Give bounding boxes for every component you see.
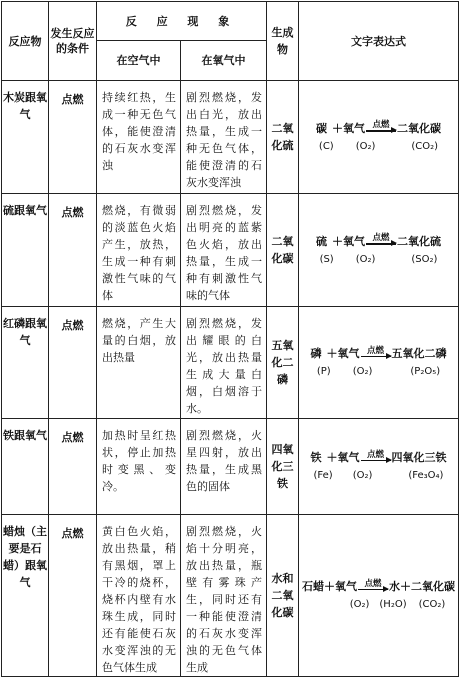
word-equation <box>302 120 455 137</box>
header-condition: 发生反应的条件 <box>49 2 97 81</box>
product-cell: 五氧化二磷 <box>267 307 299 419</box>
formula-3: (P₂O₅) <box>410 366 441 377</box>
oxygen-phenomenon-cell: 剧烈燃烧，火焰十分明亮，放出热量，瓶壁有雾珠产生，同时还有一种能使澄清的石灰水变浑浊的无色气体生成 <box>181 515 267 677</box>
eq-reactant-1: 石蜡 <box>302 580 324 593</box>
eq-reactant-2: 氧气 <box>337 347 360 360</box>
reactant-cell: 木炭跟氧气 <box>2 81 49 194</box>
header-phenomenon: 反 应 现 象 <box>97 2 267 41</box>
eq-plus: ＋ <box>326 451 338 464</box>
arrow-condition: 点燃 <box>372 233 390 244</box>
eq-plus: ＋ <box>400 580 411 593</box>
arrow-condition: 点燃 <box>364 578 382 589</box>
eq-reactant-2: 氧气 <box>343 234 365 248</box>
formula-1: (S) <box>319 253 334 265</box>
eq-reactant-2: 氧气 <box>343 121 365 135</box>
formula-1: (Fe) <box>313 470 333 481</box>
air-phenomenon-cell: 燃烧，有微弱的淡蓝色火焰产生，放热，生成一种有刺激性气味的气体 <box>97 194 181 307</box>
eq-product-1: 二氧化硫 <box>397 234 441 248</box>
reaction-arrow-icon <box>358 580 388 595</box>
formula-line <box>302 467 455 484</box>
condition-cell: 点燃 <box>49 81 97 194</box>
eq-plus: ＋ <box>324 580 335 593</box>
arrow-condition: 点燃 <box>372 120 390 131</box>
condition-cell: 点燃 <box>49 194 97 307</box>
header-in-air: 在空气中 <box>97 41 181 81</box>
eq-reactant-2: 氧气 <box>337 451 360 464</box>
formula-2: (O₂) <box>352 366 373 377</box>
air-phenomenon-cell: 加热时呈红热状，停止加热时变黑、变冷。 <box>97 419 181 515</box>
reaction-arrow-icon <box>366 234 396 249</box>
equation-cell <box>299 307 459 419</box>
equation-cell <box>299 515 459 677</box>
eq-reactant-1: 磷 <box>310 347 322 360</box>
word-equation <box>302 449 455 466</box>
table-row <box>2 515 459 677</box>
formula-2: (O₂) <box>352 470 373 481</box>
eq-reactant-1: 铁 <box>310 451 322 464</box>
formula-3: (SO₂) <box>411 253 438 265</box>
product-cell: 二氧化硫 <box>267 81 299 194</box>
reactant-cell: 硫跟氧气 <box>2 194 49 307</box>
formula-3: (CO₂) <box>411 140 439 152</box>
arrow-condition: 点燃 <box>366 345 384 356</box>
formula-3: (H₂O) <box>379 599 407 610</box>
reaction-arrow-icon <box>361 451 391 466</box>
eq-plus: ＋ <box>332 121 343 135</box>
formula-line <box>302 251 455 268</box>
reaction-arrow-icon <box>361 347 391 362</box>
oxygen-phenomenon-cell: 剧烈燃烧，火星四射，放出热量，生成黑色的固体 <box>181 419 267 515</box>
word-equation <box>302 233 455 250</box>
header-in-oxygen: 在氧气中 <box>181 41 267 81</box>
table-row <box>2 81 459 194</box>
header-equation: 文字表达式 <box>299 2 459 81</box>
table-row <box>2 307 459 419</box>
header-reactant: 反应物 <box>2 2 49 81</box>
eq-product-1: 四氧化三铁 <box>391 451 447 464</box>
product-cell: 二氧化碳 <box>267 194 299 307</box>
condition-cell: 点燃 <box>49 307 97 419</box>
product-cell: 水和二氧化碳 <box>267 515 299 677</box>
reactant-cell: 蜡烛（主要是石蜡）跟氧气 <box>2 515 49 677</box>
equation-cell <box>299 81 459 194</box>
formula-1: (C) <box>318 140 334 152</box>
oxygen-phenomenon-cell: 剧烈燃烧，发出明亮的蓝紫色火焰，放出热量，生成一种有刺激性气味的气体 <box>181 194 267 307</box>
reactant-cell: 铁跟氧气 <box>2 419 49 515</box>
table-row <box>2 194 459 307</box>
formula-line <box>302 596 455 613</box>
eq-product-2: 二氧化碳 <box>411 580 455 593</box>
formula-2: (O₂) <box>355 253 376 265</box>
eq-reactant-1: 硫 <box>316 234 327 248</box>
reaction-arrow-icon <box>366 121 396 136</box>
header-row <box>2 2 459 41</box>
formula-2: (O₂) <box>355 140 376 152</box>
air-phenomenon-cell: 燃烧，产生大量的白烟，放出热量 <box>97 307 181 419</box>
eq-product-1: 五氧化二磷 <box>391 347 447 360</box>
oxygen-phenomenon-cell: 剧烈燃烧，发出耀眼的白光，放出热量生成大量白烟，白烟溶于水。 <box>181 307 267 419</box>
eq-plus: ＋ <box>332 234 343 248</box>
formula-1: (P) <box>316 366 331 377</box>
arrow-condition: 点燃 <box>366 449 384 460</box>
condition-cell: 点燃 <box>49 515 97 677</box>
word-equation <box>302 345 455 362</box>
formula-4: (CO₂) <box>418 599 446 610</box>
formula-line <box>302 138 455 155</box>
air-phenomenon-cell: 持续红热，生成一种无色气体，能使澄清的石灰水变浑浊 <box>97 81 181 194</box>
eq-product-1: 水 <box>389 580 400 593</box>
equation-cell <box>299 419 459 515</box>
table-row <box>2 419 459 515</box>
formula-2: (O₂) <box>349 599 370 610</box>
reaction-table <box>1 1 459 677</box>
air-phenomenon-cell: 黄白色火焰，放出热量，稍有黑烟，罩上干冷的烧杯，烧杯内壁有水珠生成，同时还有能使石灰水变浑浊的无色气体生成 <box>97 515 181 677</box>
reactant-cell: 红磷跟氧气 <box>2 307 49 419</box>
formula-3: (Fe₃O₄) <box>408 470 444 481</box>
product-cell: 四氧化三铁 <box>267 419 299 515</box>
eq-reactant-1: 碳 <box>316 121 327 135</box>
eq-plus: ＋ <box>326 347 338 360</box>
formula-line <box>302 363 455 380</box>
header-product: 生成物 <box>267 2 299 81</box>
oxygen-phenomenon-cell: 剧烈燃烧，发出白光，放出热量，生成一种无色气体，能使澄清的石灰水变浑浊 <box>181 81 267 194</box>
eq-reactant-2: 氧气 <box>335 580 357 593</box>
eq-product-1: 二氧化碳 <box>397 121 441 135</box>
equation-cell <box>299 194 459 307</box>
word-equation <box>302 578 455 595</box>
condition-cell: 点燃 <box>49 419 97 515</box>
